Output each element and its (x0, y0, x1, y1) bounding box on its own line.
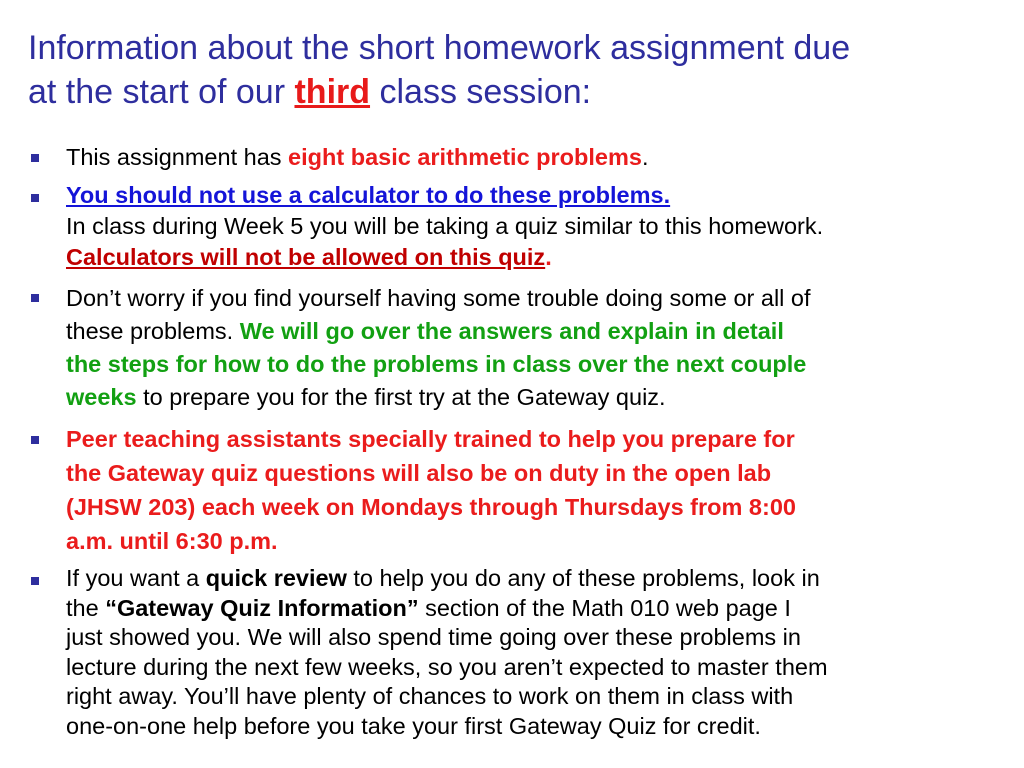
bullet-emphasis: eight basic arithmetic problems (288, 144, 642, 170)
square-bullet-icon (31, 577, 39, 585)
bullet-text-part: . (545, 244, 552, 270)
bullet-text (66, 422, 1016, 558)
title-text: class session: (370, 73, 592, 111)
bullet-text (66, 564, 1016, 741)
title-emphasis-third: third (294, 73, 371, 111)
square-bullet-icon (31, 436, 39, 444)
bullet-line: a.m. until 6:30 p.m. (66, 528, 278, 554)
bullet-line: the Gateway quiz questions will also be on duty in the open lab (66, 460, 772, 486)
bullet-line: Don’t worry if you find yourself having some trouble doing some or all of (66, 285, 811, 311)
square-bullet-icon (31, 154, 39, 162)
square-bullet-icon (31, 194, 39, 202)
bullet-line: (JHSW 203) each week on Mondays through Thursdays from 8:00 (66, 494, 796, 520)
bullet-text-part: the (66, 594, 106, 621)
bullet-emphasis: Calculators will not be allowed on this quiz (66, 244, 546, 270)
bullet-text-part: . (641, 144, 649, 170)
title-text: at the start of our (28, 73, 295, 111)
no-calculator-link[interactable]: You should not use a calculator to do these problems. (66, 182, 671, 208)
bullet-line: right away. You’ll have plenty of chances to work on them in class with (66, 683, 794, 709)
bullet-emphasis: We will go over the answers and explain in detail (239, 318, 784, 344)
bullet-text (66, 180, 1016, 273)
bullet-line: just showed you. We will also spend time going over these problems in (66, 624, 801, 650)
bullet-text-part: section of the Math 010 web page I (418, 594, 791, 621)
bullet-line: one-on-one help before you take your first Gateway Quiz for credit. (66, 712, 761, 739)
square-bullet-icon (31, 294, 39, 302)
title-line-1: Information about the short homework assignment due (28, 29, 851, 67)
bullet-emphasis: weeks (66, 384, 137, 410)
bullet-text (66, 142, 1016, 172)
bullet-line: lecture during the next few weeks, so you aren’t expected to master them (66, 653, 828, 680)
bullet-emphasis: the steps for how to do the problems in class over the next couple (66, 351, 807, 377)
bullet-text (66, 282, 1016, 414)
bullet-text-part: If you want a (66, 565, 206, 591)
bullet-line: In class during Week 5 you will be taking a quiz similar to this homework. (66, 213, 824, 239)
bullet-text-part: these problems. (66, 318, 240, 344)
bullet-line: Peer teaching assistants specially trained to help you prepare for (66, 426, 795, 452)
bullet-emphasis: “Gateway Quiz Information” (105, 594, 419, 621)
bullet-emphasis: quick review (205, 565, 347, 591)
bullet-text-part: to prepare you for the first try at the Gateway quiz. (136, 384, 666, 410)
bullet-text-part: This assignment has (66, 144, 289, 170)
bullet-text-part: to help you do any of these problems, look in (346, 565, 820, 591)
